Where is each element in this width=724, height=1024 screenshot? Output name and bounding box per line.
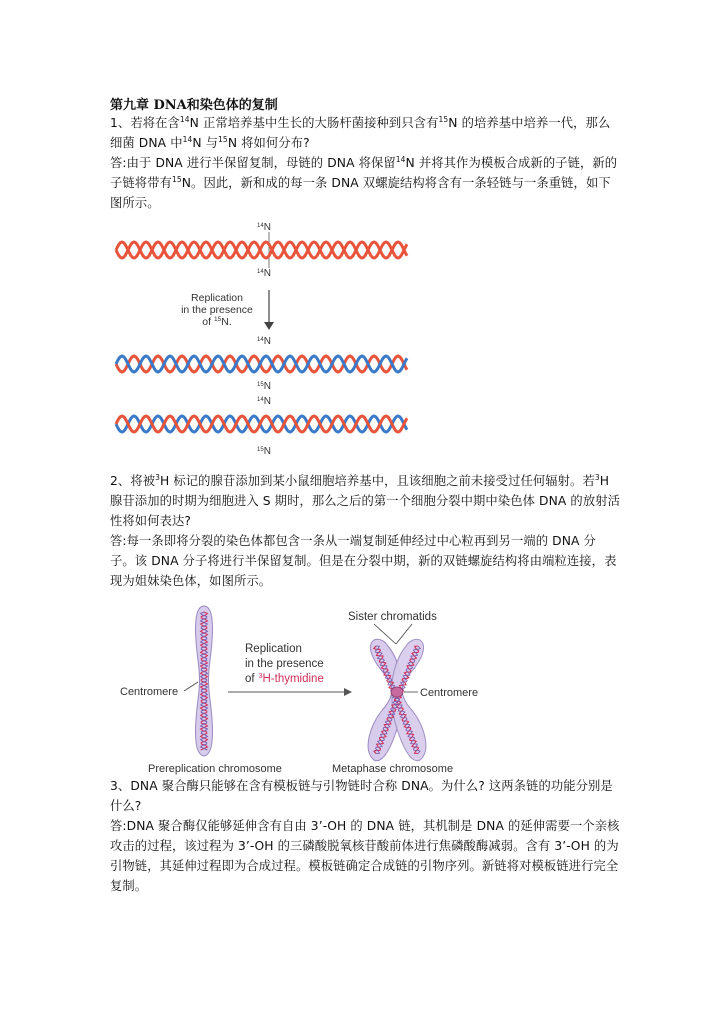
daughter-dna-helix-1 <box>116 356 407 372</box>
prereplication-chromosome <box>196 606 213 756</box>
label-15n-d2: $^{15}$N <box>257 446 271 457</box>
question-3 <box>110 776 620 896</box>
down-arrow-icon <box>264 322 274 330</box>
caption-prereplication: Prereplication chromosome <box>148 763 282 775</box>
daughter-dna-helix-2 <box>116 416 407 432</box>
chapter-title: 第九章 DNA和染色体的复制 <box>110 98 278 113</box>
chromosome-figure <box>112 600 502 778</box>
q1-text: N 的培养基中培养一代，那么细菌 DNA 中 <box>110 116 611 150</box>
label-14n-d2: $^{14}$N <box>257 396 271 407</box>
q2-text: 2、将被 <box>110 474 156 488</box>
arrow-label-2: in the presence <box>181 304 253 316</box>
q1-text: 1、若将在含 <box>110 116 180 130</box>
right-arrow-icon <box>344 688 352 696</box>
iso-sup: 3 <box>594 472 600 482</box>
q1-text: N 与 <box>192 136 219 150</box>
label-14n-top: $^{14}$N <box>257 222 271 233</box>
f2-arrow-label-2: in the presence <box>245 658 324 670</box>
label-14n-bottom: $^{14}$N <box>257 268 271 279</box>
iso-sup: 15 <box>438 114 449 124</box>
iso-sup: 14 <box>179 114 190 124</box>
f2-arrow-label-3: of $^3$H-thymidine <box>245 673 324 685</box>
iso-sup: 15 <box>218 134 228 144</box>
q1-answer: N。因此，新和成的每一条 DNA 双螺旋结构将含有一条轻链与一条重链，如下图所示。 <box>110 176 611 210</box>
arrow-label-3: of $^{15}$N. <box>202 316 232 328</box>
q3-question: 3、DNA 聚合酶只能够在含有模板链与引物链时合称 DNA。为什么? 这两条链的功能分别是什么? <box>110 779 613 813</box>
iso-sup: 3 <box>155 472 160 482</box>
q2-text: H 腺苷添加的时期为细胞进入 S 期时，那么之后的第一个细胞分裂中期中染色体 DNA 的放射活性将如何表达? <box>110 474 621 528</box>
label-14n-d1: $^{14}$N <box>257 336 271 347</box>
q3-answer: 答:DNA 聚合酶仅能够延伸含有自由 3’-OH 的 DNA 链，其机制是 DNA 的延伸需要一个亲核攻击的过程，该过程为 3’-OH 的三磷酸脱氧核苷酸前体进行焦磷酸酶减弱。含有 3’-OH 的为引物链，其延伸过程即为合成过程。模板链确定合成链的引物序列。新链将对模板链进行完全复制。 <box>110 819 620 893</box>
q1-answer: N 并将其作为模板合成新的子链，新的子链将带有 <box>110 156 618 190</box>
metaphase-chromosome <box>368 639 426 760</box>
q1-text: N 正常培养基中生长的大肠杆菌接种到只含有 <box>189 116 439 130</box>
q2-answer: 答:每一条即将分裂的染色体都包含一条从一端复制延伸经过中心粒再到另一端的 DNA 分子。该 DNA 分子将进行半保留复制。但是在分裂中期，新的双链螺旋结构将由端粒连接，表现为姐妹染色体，如图所示。 <box>110 534 617 588</box>
centromere-label-right: Centromere <box>420 687 479 699</box>
replication-figure <box>112 218 412 458</box>
parent-dna-helix <box>116 242 407 258</box>
arrow-label-1: Replication <box>191 292 243 304</box>
iso-sup: 15 <box>172 174 182 184</box>
q1-answer: 答:由于 DNA 进行半保留复制，母链的 DNA 将保留 <box>110 156 396 170</box>
question-1 <box>110 113 620 213</box>
sister-chromatids-label: Sister chromatids <box>348 611 437 623</box>
caption-metaphase: Metaphase chromosome <box>332 763 454 775</box>
f2-arrow-label-1: Replication <box>245 643 302 655</box>
label-15n-d1: $^{15}$N <box>257 381 271 392</box>
iso-sup: 14 <box>395 154 406 164</box>
question-2 <box>110 471 620 591</box>
q1-text: N 将如何分布? <box>227 136 310 150</box>
q2-text: H 标记的腺苷添加到某小鼠细胞培养基中，且该细胞之前未接受过任何辐射。若 <box>160 474 595 488</box>
centromere-label-left: Centromere <box>120 686 179 698</box>
iso-sup: 14 <box>182 134 193 144</box>
